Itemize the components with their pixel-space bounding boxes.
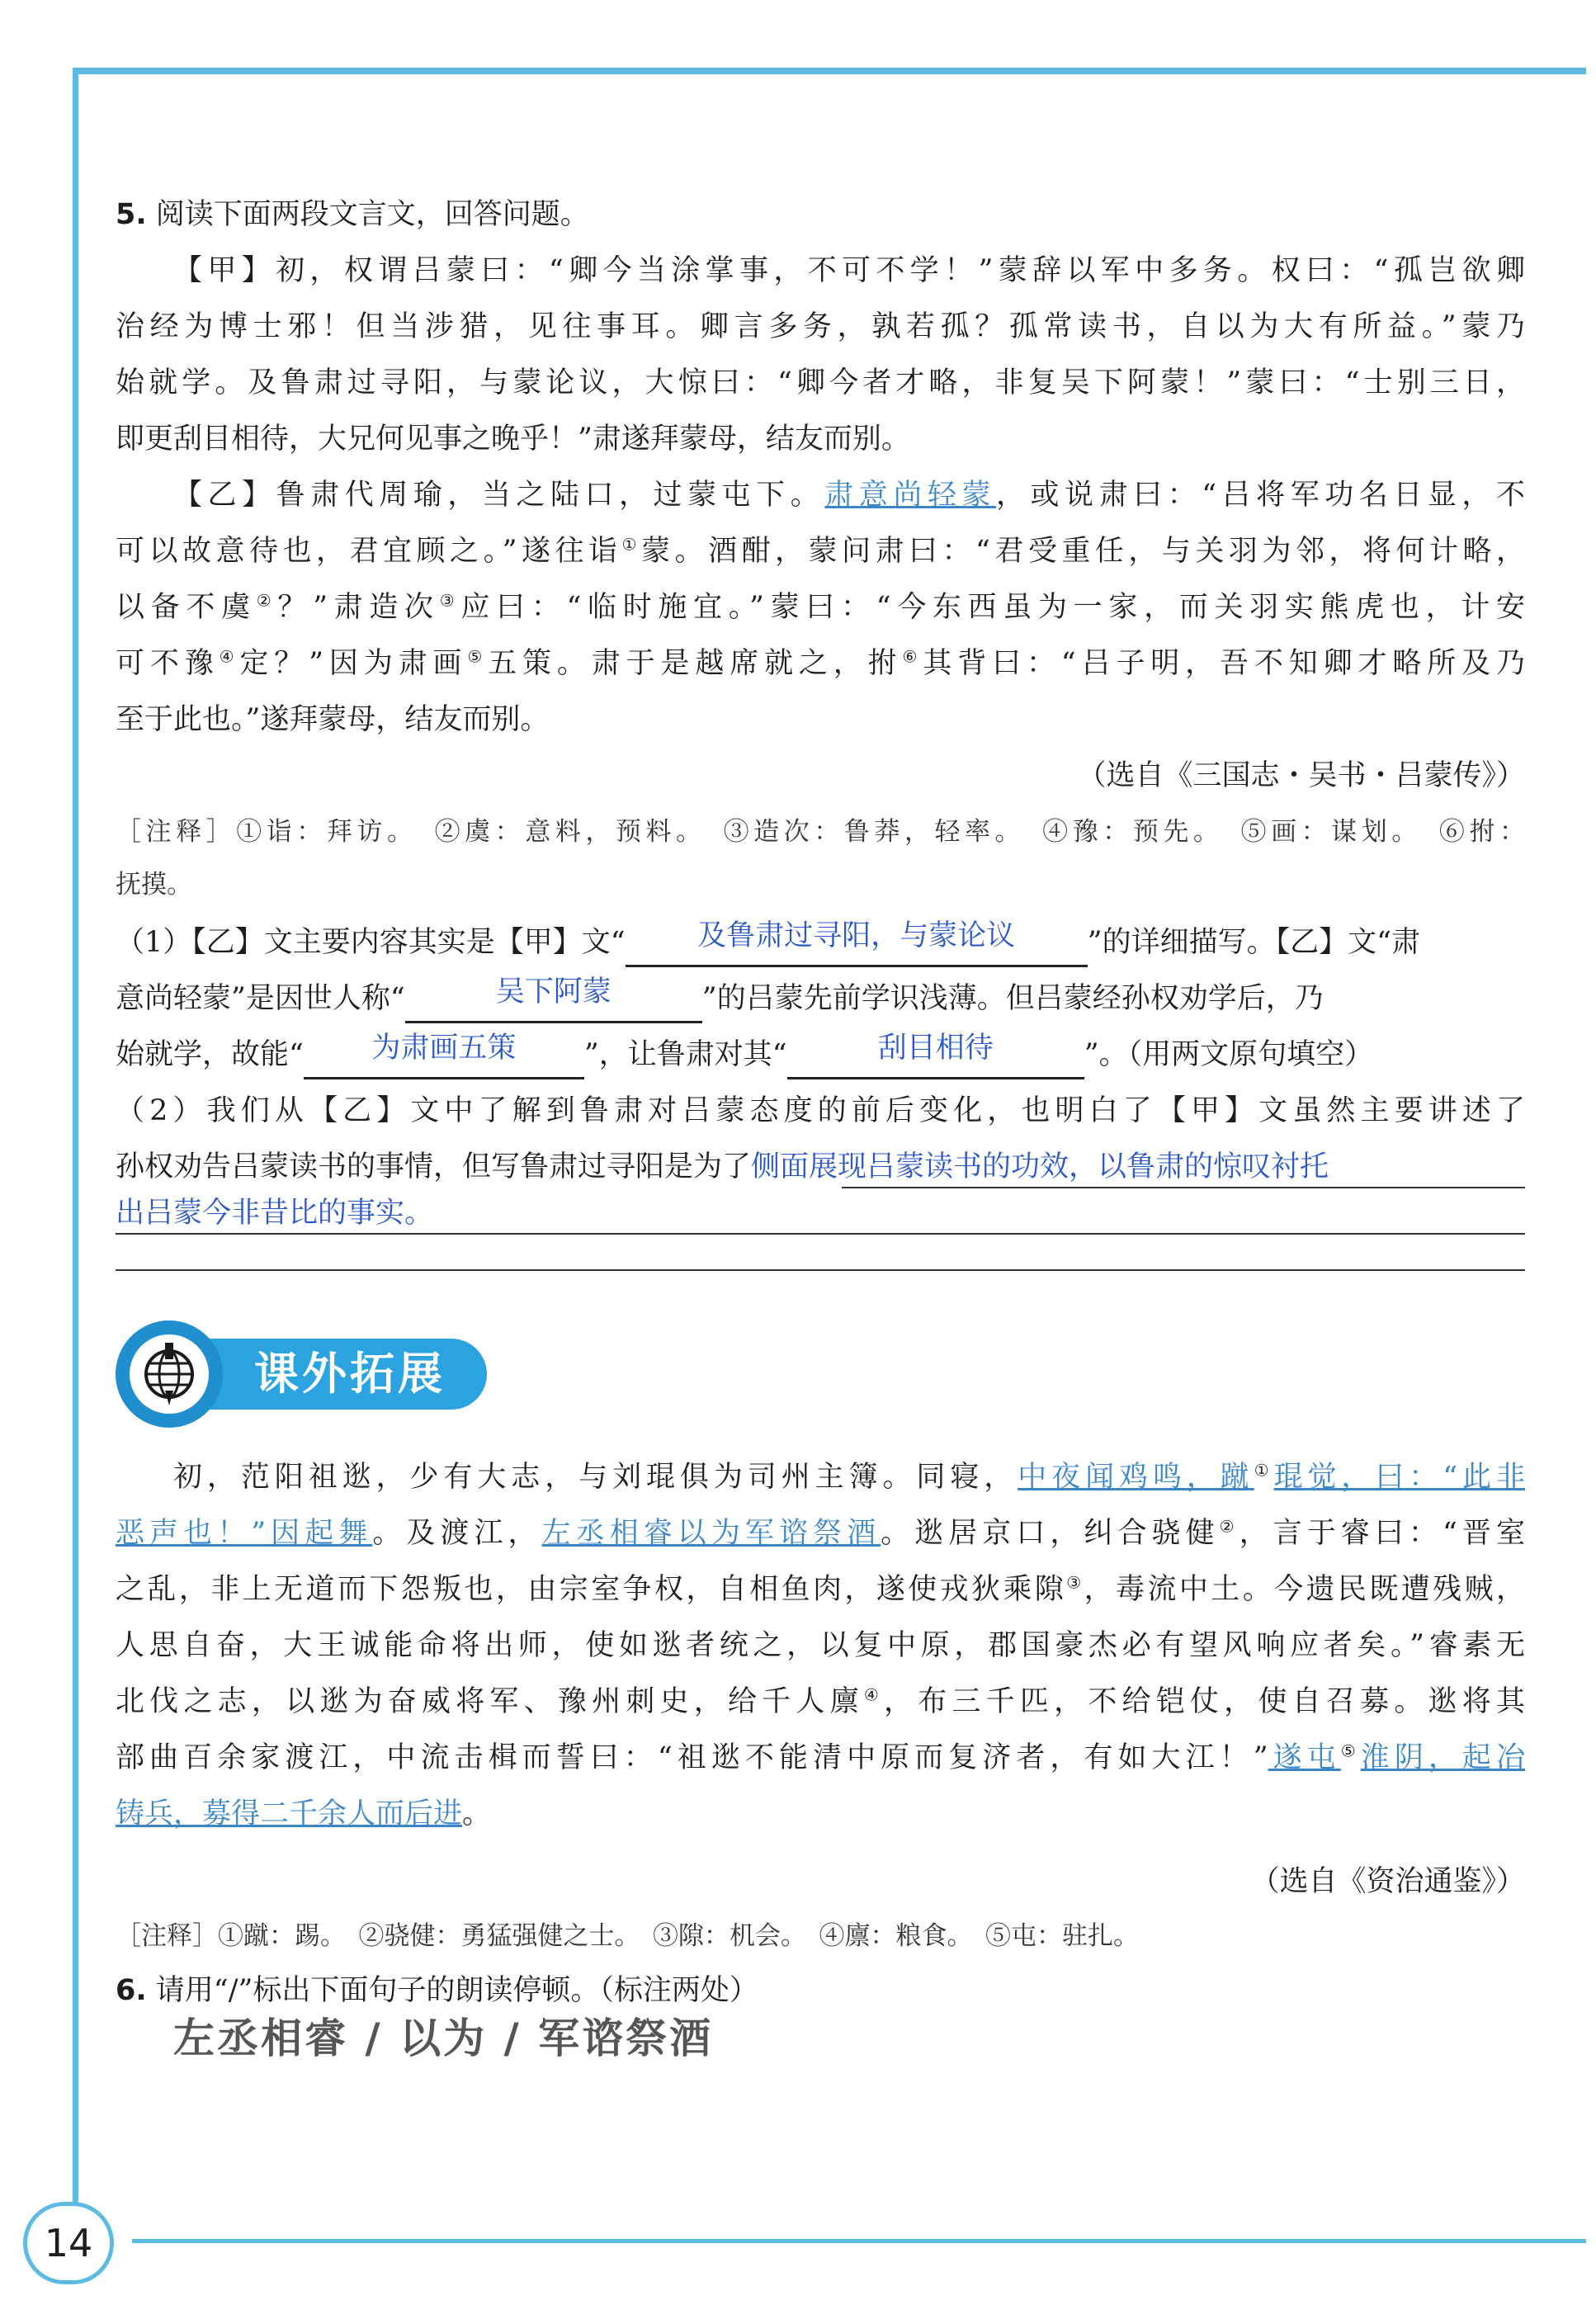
sub1-text: ”的吕蒙先前学识浅薄。但吕蒙经孙权劝学后，乃 <box>701 982 1324 1015</box>
sub1-line-1 <box>116 914 1525 971</box>
sub1-answer-blank-1[interactable] <box>626 919 1088 967</box>
sub1-answer-blank-3[interactable] <box>304 1034 584 1079</box>
section-banner <box>116 1320 487 1428</box>
ext-line-5 <box>116 1674 1525 1730</box>
jia-line-1: 【甲】初，权谓吕蒙曰：“卿今当涂掌事，不可不学！”蒙辞以军中多务。权曰：“孤岂欲卿 <box>173 254 1525 287</box>
yi-text: ，或说肃曰：“吕将军功名日显，不 <box>995 479 1525 512</box>
q5-note-line-1: ［注释］①诣：拜访。 ②虞：意料，预料。 ③造次：鲁莽，轻率。 ④豫：预先。 ⑤画：谋划。 ⑥拊： <box>116 817 1525 847</box>
ext-highlight: 遂屯 <box>1268 1741 1341 1774</box>
ext-text: 初，范阳祖逖，少有大志，与刘琨俱为司州主簿。同寝， <box>173 1461 1018 1494</box>
q6-answer[interactable]: 左丞相睿 / 以为 / 军谘祭酒 <box>173 2015 714 2062</box>
yi-highlight: 肃意尚轻蒙 <box>824 479 996 512</box>
sub2-text: 孙权劝告吕蒙读书的事情，但写鲁肃过寻阳是为了 <box>116 1150 752 1183</box>
handwritten-answer: 吴下阿蒙 <box>495 975 611 1008</box>
footnote-marker: ③ <box>439 590 461 611</box>
sub1-line-3 <box>116 1027 1525 1083</box>
yi-line-1 <box>116 467 1525 523</box>
sub1-answer-blank-2[interactable] <box>405 975 702 1023</box>
handwritten-answer[interactable]: 侧面展现吕蒙读书的功效，以鲁肃的惊叹衬托 <box>751 1150 1329 1183</box>
globe-pen-icon <box>136 1341 202 1407</box>
handwritten-answer[interactable]: 出吕蒙今非昔比的事实。 <box>116 1197 434 1230</box>
sub1-text: 意尚轻蒙”是因世人称“ <box>116 982 405 1015</box>
yi-text: ？”肃造次 <box>277 591 440 624</box>
yi-text: 应曰：“临时施宜。”蒙曰：“今东西虽为一家，而关羽实熊虎也，计安 <box>460 591 1525 624</box>
ext-highlight: 铸兵，募得二千余人而后进 <box>116 1797 463 1830</box>
ext-text: ，布三千匹，不给铠仗，使自召募。逖将其 <box>884 1685 1525 1718</box>
jia-line-2: 治经为博士邪！但当涉猎，见往事耳。卿言多务，孰若孤？孤常读书，自以为大有所益。”蒙乃 <box>116 310 1525 343</box>
yi-text: 其背曰：“吕子明，吾不知卿才略所及乃 <box>923 647 1525 680</box>
yi-line-5: 至于此也。”遂拜蒙母，结友而别。 <box>116 703 550 736</box>
handwritten-answer: 为肃画五策 <box>371 1032 517 1065</box>
yi-line-3 <box>116 579 1525 635</box>
handwritten-answer: 及鲁肃过寻阳，与蒙论议 <box>697 919 1016 952</box>
banner-circle <box>116 1320 223 1428</box>
ext-highlight: 琨觉，曰：“此非 <box>1273 1461 1525 1494</box>
answer-line <box>116 1269 1525 1271</box>
q6-number: 6. <box>116 1974 147 2007</box>
sub1-answer-blank-4[interactable] <box>787 1034 1084 1079</box>
sub1-text: （1）【乙】文主要内容其实是【甲】文“ <box>116 926 626 959</box>
yi-text: 定？”因为肃画 <box>239 647 468 680</box>
ext-line-4: 人思自奋，大王诚能命将出师，使如逖者统之，以复中原，郡国豪杰必有望风响应者矣。”睿素无 <box>116 1629 1525 1662</box>
sub1-text: ”。（用两文原句填空） <box>1084 1038 1374 1071</box>
ext-line-2 <box>116 1505 1525 1561</box>
yi-text: 可以故意待也，君宜顾之。”遂往诣 <box>116 535 622 568</box>
yi-text: 蒙。酒酣，蒙问肃曰：“君受重任，与关羽为邻，将何计略， <box>640 535 1525 568</box>
footnote-marker: ⑤ <box>467 646 489 667</box>
yi-line-4 <box>116 635 1525 692</box>
yi-text: 可不豫 <box>116 647 220 680</box>
ext-line-6 <box>116 1730 1525 1786</box>
q5-number: 5. <box>116 198 147 231</box>
footnote-marker: ④ <box>219 646 240 667</box>
ext-text: ，言于睿曰：“晋室 <box>1239 1517 1525 1550</box>
jia-line-3: 始就学。及鲁肃过寻阳，与蒙论议，大惊曰：“卿今者才略，非复吴下阿蒙！”蒙曰：“士别三日， <box>116 366 1525 399</box>
footnote-marker: ② <box>1219 1516 1239 1537</box>
ext-text: 。逖居京口，纠合骁健 <box>881 1517 1220 1550</box>
jia-line-4: 即更刮目相待，大兄何见事之晚乎！”肃遂拜蒙母，结友而别。 <box>116 423 910 456</box>
footnote-marker: ① <box>621 534 641 555</box>
q5-heading <box>116 187 1525 243</box>
ext-text: 。及渡江， <box>372 1517 542 1550</box>
ext-line-3 <box>116 1561 1525 1618</box>
frame-top-border <box>73 68 1586 74</box>
frame-left-border <box>73 68 78 2242</box>
ext-highlight: 淮阴，起冶 <box>1360 1741 1525 1774</box>
yi-text: 【乙】鲁肃代周瑜，当之陆口，过蒙屯下。 <box>173 479 825 512</box>
ext-highlight: 中夜闻鸡鸣，蹴 <box>1018 1461 1254 1494</box>
footnote-marker: ① <box>1254 1460 1274 1481</box>
answer-line <box>116 1233 1525 1235</box>
ext-highlight: 恶声也！”因起舞 <box>116 1517 373 1550</box>
ext-text: 部曲百余家渡江，中流击楫而誓曰：“祖逖不能清中原而复济者，有如大江！” <box>116 1741 1268 1774</box>
footnote-marker: ⑥ <box>902 646 923 667</box>
sub1-text: 始就学，故能“ <box>116 1038 304 1071</box>
sub1-text: ”的详细描写。【乙】文“肃 <box>1087 926 1420 959</box>
ext-source: （选自《资治通鉴》） <box>1250 1865 1525 1898</box>
footnote-marker: ② <box>256 590 278 611</box>
ext-text: 。 <box>462 1797 492 1830</box>
handwritten-answer: 刮目相待 <box>877 1032 994 1065</box>
frame-bottom-border <box>132 2239 1586 2243</box>
footnote-marker: ③ <box>1066 1572 1084 1593</box>
sub1-line-2 <box>116 971 1525 1027</box>
ext-text: 北伐之志，以逖为奋威将军、豫州刺史，给千人廪 <box>116 1685 864 1718</box>
footnote-marker: ④ <box>863 1684 885 1705</box>
page-number: 14 <box>23 2202 114 2284</box>
yi-text: 以备不虞 <box>116 591 257 624</box>
yi-line-2 <box>116 523 1525 579</box>
yi-text: 五策。肃于是越席就之，拊 <box>488 647 903 680</box>
q5-source: （选自《三国志・吴书・吕蒙传》） <box>1077 759 1525 792</box>
sub1-text: ”，让鲁肃对其“ <box>583 1038 787 1071</box>
ext-text: ，毒流中土。今遗民既遭残贼， <box>1084 1573 1525 1606</box>
q6-text: 请用“/”标出下面句子的朗读停顿。（标注两处） <box>155 1974 758 2007</box>
footnote-marker: ⑤ <box>1340 1741 1361 1761</box>
q5-heading-text: 阅读下面两段文言文，回答问题。 <box>155 198 589 231</box>
sub2-line-1: （2）我们从【乙】文中了解到鲁肃对吕蒙态度的前后变化，也明白了【甲】文虽然主要讲述了 <box>116 1094 1525 1127</box>
ext-line-1 <box>116 1449 1525 1505</box>
section-title: 课外拓展 <box>254 1348 446 1400</box>
ext-text: 之乱，非上无道而下怨叛也，由宗室争权，自相鱼肉，遂使戎狄乘隙 <box>116 1573 1067 1606</box>
q5-note-line-2: 抚摸。 <box>116 870 192 900</box>
ext-line-7 <box>116 1786 1525 1842</box>
banner-inner <box>130 1334 209 1414</box>
ext-highlight: 左丞相睿以为军谘祭酒 <box>541 1517 881 1550</box>
ext-note: ［注释］①蹴：踢。 ②骁健：勇猛强健之士。 ③隙：机会。 ④廪：粮食。 ⑤屯：驻扎。 <box>116 1921 1139 1951</box>
